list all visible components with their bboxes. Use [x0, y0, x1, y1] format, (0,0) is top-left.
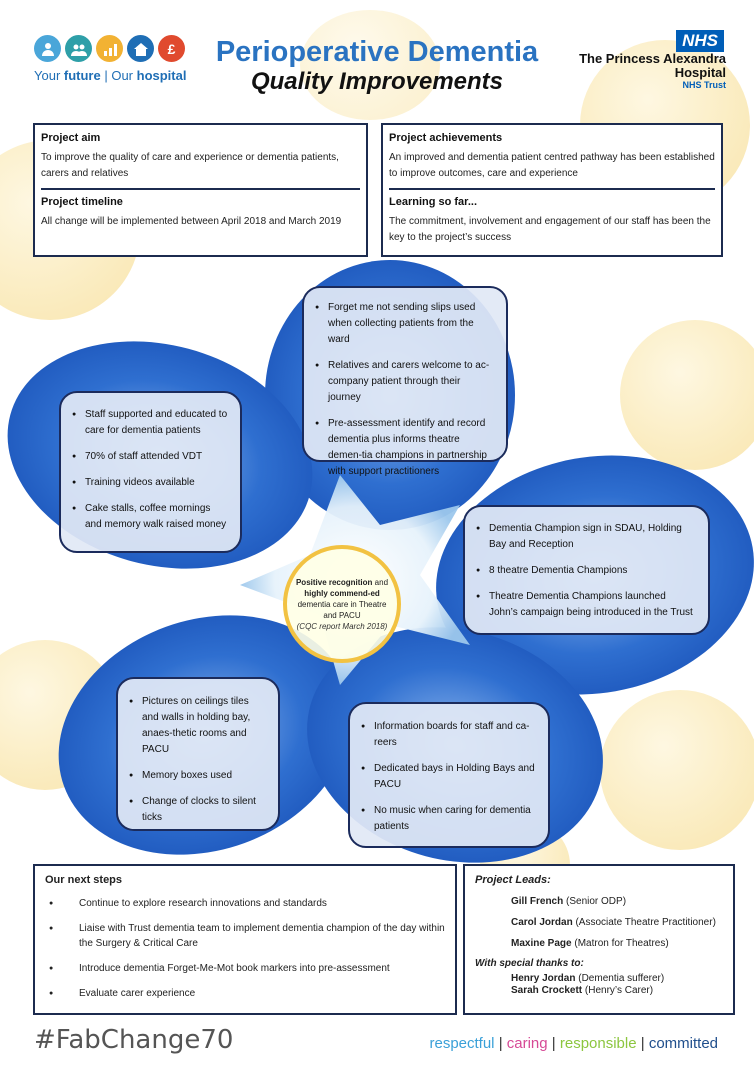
lead-row [475, 895, 723, 908]
list-item: ● Memory boxes used [142, 768, 266, 784]
lead-role: (Matron for Theatres) [571, 938, 669, 949]
project-timeline-text: All change will be implemented between April 2018 and March 2019 [41, 216, 342, 227]
petal-left-box [59, 391, 242, 553]
value-word: responsible [559, 1035, 637, 1052]
list-item: ● No music when caring for dementia patients [374, 803, 536, 835]
lead-row [475, 916, 723, 929]
tagline-bold: hospital [136, 68, 187, 83]
tagline-text: Your [34, 68, 64, 83]
value-word: committed [648, 1035, 718, 1052]
header [0, 0, 754, 115]
cqc-recognition-badge [283, 545, 401, 663]
thanks-row [475, 985, 723, 997]
project-achievements-heading: Project achievements [389, 132, 503, 144]
lead-name: Gill French [511, 896, 564, 907]
petal-top-box [302, 286, 508, 477]
divider [41, 188, 360, 190]
divider [389, 188, 715, 190]
learning-text: The commitment, involvement and engagement of our staff has been the key to the project’s success [389, 216, 711, 243]
list-item: ● Liaise with Trust dementia team to implement dementia champion of the day within the Surgery & Critical Care [45, 921, 445, 951]
list-item: ● Staff supported and educated to care for dementia patients [85, 407, 228, 439]
lead-name: Carol Jordan [511, 917, 573, 928]
value-word: respectful [429, 1035, 495, 1052]
lead-row [475, 937, 723, 950]
project-leads-heading: Project Leads: [475, 874, 551, 886]
thanks-role: (Henry’s Carer) [582, 985, 654, 996]
hashtag: #FabChange70 [34, 1025, 234, 1055]
achievements-learning-panel [381, 123, 723, 257]
value-word: caring [506, 1035, 548, 1052]
list-item: ● Evaluate carer experience [45, 986, 445, 1001]
trust-line: The Princess Alexandra [579, 51, 726, 66]
thanks-row [475, 973, 723, 985]
list-item: ● Information boards for staff and ca-reers [374, 719, 536, 751]
thanks-role: (Dementia sufferer) [575, 973, 665, 984]
badge-bold: highly commend-ed [304, 588, 380, 598]
thanks-name: Sarah Crockett [511, 985, 583, 996]
tagline-text: | Our [100, 68, 137, 83]
next-steps-heading: Our next steps [45, 874, 123, 886]
badge-text-part: and [374, 577, 389, 587]
project-timeline-heading: Project timeline [41, 196, 123, 208]
list-item: ● Dementia Champion sign in SDAU, Holding Bay and Reception [489, 521, 696, 553]
project-achievements-text: An improved and dementia patient centred pathway has been established to improve outcomes, care and experience [389, 152, 715, 179]
page-title: Perioperative Dementia [215, 36, 539, 68]
trust-values [429, 1035, 718, 1052]
list-item: ● Change of clocks to silent ticks [142, 794, 266, 826]
value-separator: | [494, 1035, 507, 1052]
list-item: ● Continue to explore research innovations and standards [45, 896, 445, 911]
tagline-bold: future [63, 68, 101, 83]
lead-role: (Senior ODP) [563, 896, 627, 907]
project-aim-heading: Project aim [41, 132, 101, 144]
list-item: ● Theatre Dementia Champions launched John’s campaign being introduced in the Trust [489, 589, 696, 621]
list-item: ● 8 theatre Dementia Champions [489, 563, 696, 579]
project-aim-text: To improve the quality of care and experience or dementia patients, carers and relatives [41, 152, 339, 179]
nhs-logo: NHS [676, 30, 724, 52]
list-item: ● Training videos available [85, 475, 228, 491]
list-item: ● Relatives and carers welcome to ac-company patient through their journey [328, 358, 494, 406]
value-separator: | [547, 1035, 560, 1052]
list-item: ● 70% of staff attended VDT [85, 449, 228, 465]
list-item: ● Dedicated bays in Holding Bays and PACU [374, 761, 536, 793]
aim-timeline-panel [33, 123, 368, 257]
thanks-heading: With special thanks to: [475, 958, 584, 969]
trust-line: NHS Trust [682, 80, 726, 90]
trust-name [579, 52, 726, 91]
petal-bottom-left-box [116, 677, 280, 831]
list-item: ● Cake stalls, coffee mornings and memory walk raised money [85, 501, 228, 533]
pound-icon: £ [158, 35, 185, 62]
badge-bold: Positive recognition [295, 577, 373, 587]
lead-name: Maxine Page [511, 938, 572, 949]
petal-right-box [463, 505, 710, 635]
badge-note: (CQC report March 2018) [296, 621, 388, 631]
next-steps-panel [33, 864, 457, 1015]
value-separator: | [636, 1035, 649, 1052]
trust-line: Hospital [674, 65, 726, 80]
badge-text [295, 577, 389, 621]
project-leads-panel [463, 864, 735, 1015]
badge-text-part: dementia care in Theatre and PACU [297, 599, 387, 620]
list-item: ● Forget me not sending slips used when collecting patients from the ward [328, 300, 494, 348]
lead-role: (Associate Theatre Practitioner) [572, 917, 716, 928]
page-subtitle: Quality Improvements [250, 68, 504, 95]
list-item: ● Pictures on ceilings tiles and walls in holding bay, anaes-thetic rooms and PACU [142, 694, 266, 758]
thanks-name: Henry Jordan [511, 973, 576, 984]
learning-heading: Learning so far... [389, 196, 478, 208]
list-item: ● Pre-assessment identify and record dementia plus informs theatre demen-tia champions in partnership with support practitioners [328, 416, 494, 480]
list-item: ● Introduce dementia Forget-Me-Mot book markers into pre-assessment [45, 961, 445, 976]
petal-bottom-right-box [348, 702, 550, 848]
